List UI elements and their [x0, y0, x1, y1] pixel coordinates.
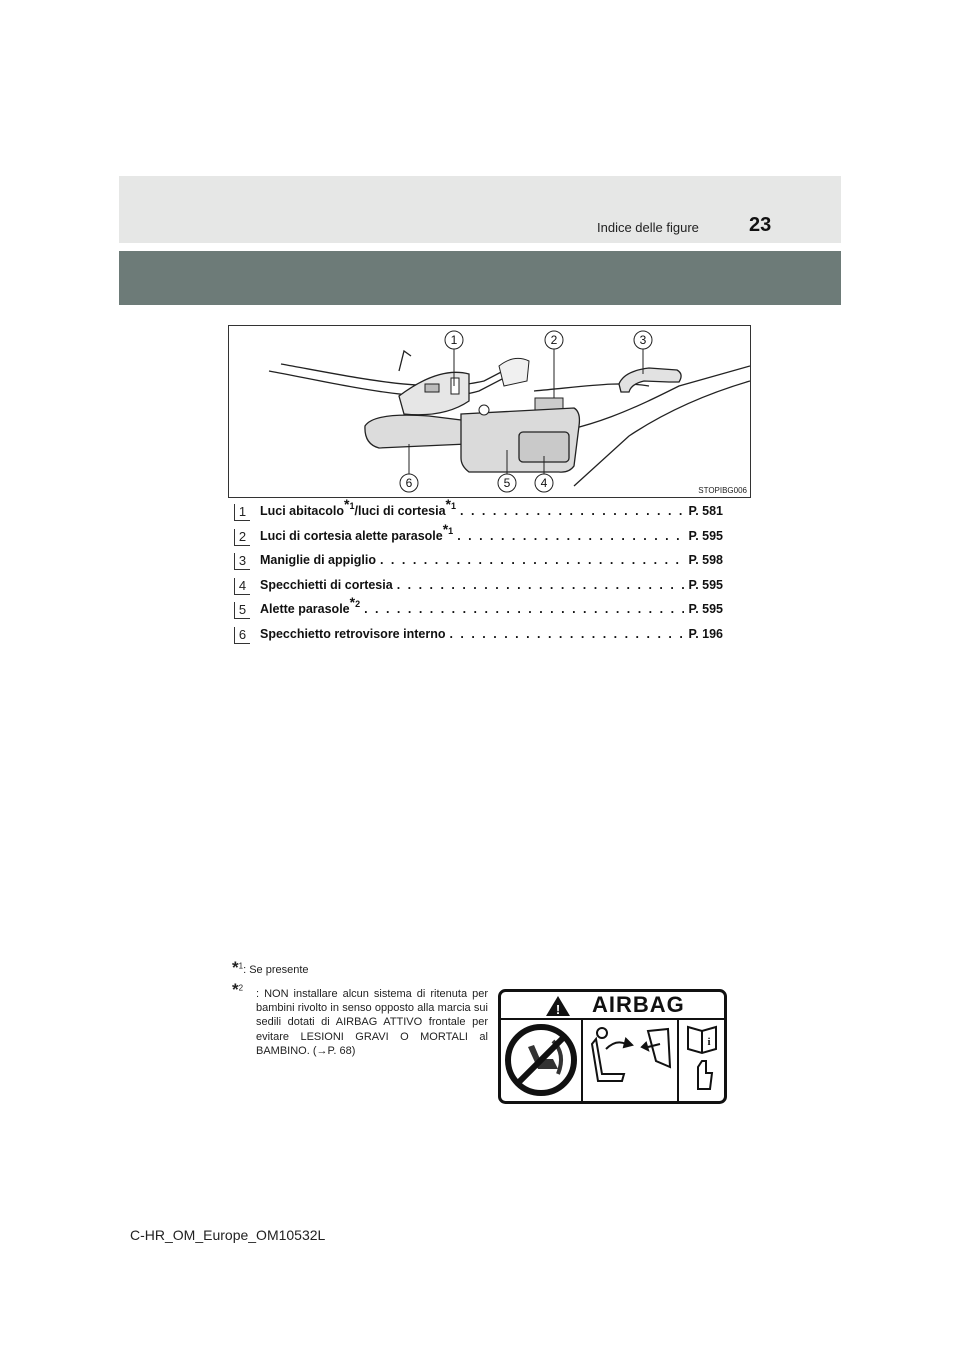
- footnote-2-mark: *$^2$: [232, 980, 244, 999]
- item-label: Luci abitacolo: [260, 504, 345, 518]
- header-band: [119, 176, 841, 243]
- figure-index-list: [234, 496, 724, 650]
- item-label: Specchietti di cortesia: [260, 577, 393, 592]
- item-label: Luci di cortesia alette parasole: [260, 528, 443, 543]
- callout-1: 1: [450, 333, 458, 347]
- list-item[interactable]: 2 Luci di cortesia alette parasole *1 . . . P. 595: [234, 527, 724, 552]
- header-dark-band: [119, 251, 841, 305]
- callout-6: 6: [405, 476, 413, 490]
- svg-text:i: i: [707, 1036, 711, 1048]
- callout-4: 4: [540, 476, 548, 490]
- list-item[interactable]: [234, 551, 724, 576]
- item-page-ref[interactable]: P. 598: [688, 553, 723, 568]
- footnote-2-text: : NON installare alcun sistema di ritenuta per bambini rivolto in senso opposto alla marcia sui sedili dotati di AIRBAG ATTIVO frontale per evitare LESIONI GRAVI O MORTALI al BAMBINO. (→P. 68): [256, 988, 488, 1057]
- item-number: 5: [234, 602, 250, 619]
- list-item[interactable]: 5 Alette parasole *2 . . . P. 595: [234, 600, 724, 625]
- item-number: 3: [234, 553, 250, 570]
- item-page-ref[interactable]: P. 595: [688, 528, 723, 543]
- item-number: 4: [234, 578, 250, 595]
- list-item[interactable]: [234, 625, 724, 650]
- callout-3: 3: [639, 333, 647, 347]
- list-item[interactable]: [234, 576, 724, 601]
- item-page-ref[interactable]: P. 196: [688, 626, 723, 641]
- interior-roof-figure: [228, 325, 751, 498]
- callout-2: 2: [550, 333, 558, 347]
- item-number: 2: [234, 529, 250, 546]
- item-label-b: /luci di cortesia: [354, 504, 446, 518]
- item-label: Specchietto retrovisore interno: [260, 626, 446, 641]
- section-title: Indice delle figure: [597, 220, 699, 235]
- no-rear-facing-seat-icon: [508, 1027, 574, 1093]
- item-page-ref[interactable]: P. 595: [688, 602, 723, 617]
- item-number: 6: [234, 627, 250, 644]
- page-number: 23: [749, 214, 772, 236]
- footnote-1: *$^1$: Se presente: [232, 958, 309, 977]
- item-label: Maniglie di appiglio: [260, 553, 376, 568]
- callout-5: 5: [503, 476, 511, 490]
- document-id: C-HR_OM_Europe_OM10532L: [130, 1227, 326, 1243]
- list-item[interactable]: 1 Luci abitacolo *1 /luci di cortesia *1 . . . P. 581: [234, 502, 724, 527]
- item-page-ref[interactable]: P. 581: [688, 504, 723, 518]
- airbag-title: AIRBAG: [592, 992, 685, 1017]
- svg-text:!: !: [555, 1002, 561, 1017]
- item-page-ref[interactable]: P. 595: [688, 577, 723, 592]
- interior-roof-illustration: [229, 326, 750, 497]
- figure-code: STOPIBG006: [698, 486, 747, 495]
- item-label: Alette parasole: [260, 602, 350, 617]
- item-number: 1: [234, 504, 250, 521]
